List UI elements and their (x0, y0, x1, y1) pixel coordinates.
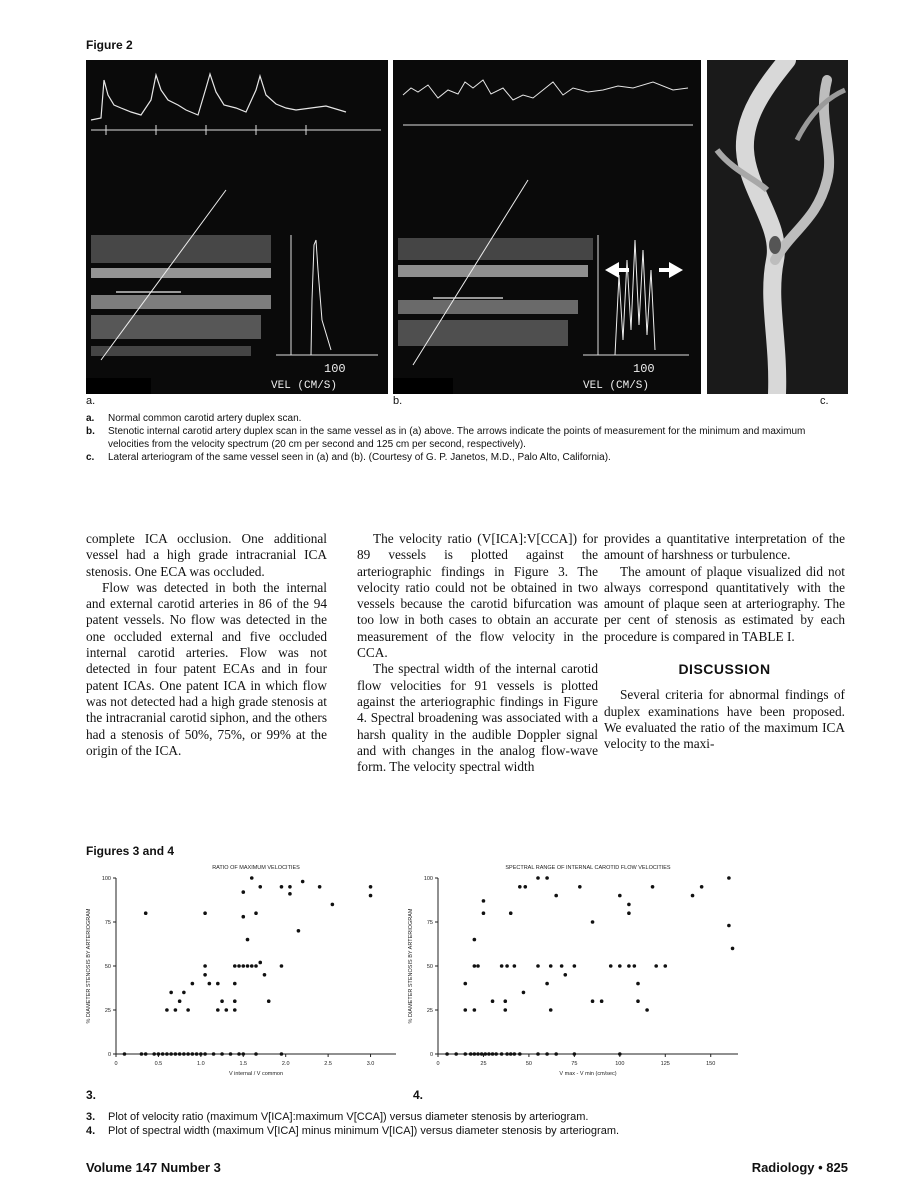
paragraph: The velocity ratio (V[ICA]:V[CCA]) for 89 vessels is plotted against the arteriographic findings in Figure 3. The velocity ratio could not be obtained in two vessels because the carotid bifurcation was too low in both cases to obtain an accurate measurement of the flow velocity in the CCA. (357, 531, 598, 661)
data-point (225, 1008, 229, 1012)
duplex-scan-panel-b (393, 60, 701, 394)
data-point (229, 1052, 233, 1056)
text-column-3 (604, 531, 845, 753)
data-point (522, 991, 526, 995)
scale-unit-a: VEL (CM/S) (271, 380, 338, 392)
data-point (445, 1052, 449, 1056)
data-point (591, 920, 595, 924)
figure2-captions (86, 412, 848, 464)
data-point (476, 964, 480, 968)
data-point (254, 1052, 258, 1056)
data-point (301, 880, 305, 884)
data-point (288, 892, 292, 896)
caption-key: 4. (86, 1125, 96, 1137)
data-point (549, 1008, 553, 1012)
data-point (545, 876, 549, 880)
data-point (331, 903, 335, 907)
arteriogram-panel-c (707, 60, 848, 394)
data-point (609, 964, 613, 968)
arteriogram-image (707, 60, 848, 394)
data-point (473, 938, 477, 942)
y-tick-label: 100 (101, 876, 111, 882)
data-point (463, 1052, 467, 1056)
data-point (480, 1052, 484, 1056)
data-point (536, 964, 540, 968)
data-point (518, 885, 522, 889)
figure-label: Figure 2 (86, 38, 133, 52)
data-point (237, 964, 241, 968)
velocity-ratio-scatter-chart (76, 860, 406, 1088)
data-point (199, 1052, 203, 1056)
duplex-scan-image-b (393, 60, 701, 394)
panel-tag-b: b. (393, 395, 403, 407)
x-axis-label: V internal / V common (228, 1071, 284, 1077)
data-point (627, 903, 631, 907)
data-point (554, 1052, 558, 1056)
data-point (473, 964, 477, 968)
spectral-width-scatter-chart (398, 860, 758, 1088)
data-point (169, 1052, 173, 1056)
caption-key: a. (86, 413, 95, 424)
data-point (509, 1052, 513, 1056)
caption-text: Plot of spectral width (maximum V[ICA] minus minimum V[ICA]) versus diameter stenosis by arteriogram. (108, 1125, 620, 1137)
data-point (123, 1052, 127, 1056)
data-point (258, 885, 262, 889)
y-tick-label: 25 (104, 1008, 111, 1014)
data-point (618, 1052, 622, 1056)
data-point (203, 1052, 207, 1056)
data-point (254, 911, 258, 915)
data-point (233, 964, 237, 968)
data-point (513, 964, 517, 968)
paragraph: provides a quantitative interpretation of the amount of harshness or turbulence. (604, 531, 845, 563)
data-point (220, 999, 224, 1003)
data-point (600, 999, 604, 1003)
caption-text: Normal common carotid artery duplex scan. (108, 413, 302, 424)
x-tick-label: 0 (436, 1061, 440, 1067)
data-point (250, 876, 254, 880)
footer-journal-page: Radiology • 825 (751, 1160, 848, 1175)
y-tick-label: 0 (429, 1052, 433, 1058)
data-point (691, 894, 695, 898)
caption-key: 3. (86, 1111, 96, 1123)
data-point (476, 1052, 480, 1056)
data-point (463, 982, 467, 986)
x-tick-label: 0 (114, 1061, 118, 1067)
x-tick-label: 2.5 (324, 1061, 332, 1067)
chart-title: SPECTRAL RANGE OF INTERNAL CAROTID FLOW VELOCITIES (505, 865, 671, 871)
figure-4-number: 4. (413, 1088, 424, 1102)
y-tick-label: 50 (426, 964, 433, 970)
data-point (280, 964, 284, 968)
data-point (246, 964, 250, 968)
paragraph: The amount of plaque visualized did not always correspond quantitatively with the amount of plaque seen at arteriography. The per cent of stenosis as estimated by each procedure is compared in TABLE I. (604, 563, 845, 644)
data-point (250, 964, 254, 968)
x-tick-label: 0.5 (154, 1061, 163, 1067)
data-point (318, 885, 322, 889)
data-point (545, 982, 549, 986)
y-tick-label: 50 (104, 964, 111, 970)
y-tick-label: 0 (107, 1052, 111, 1058)
data-point (233, 982, 237, 986)
x-tick-label: 3.0 (366, 1061, 375, 1067)
data-point (186, 1052, 190, 1056)
y-tick-label: 25 (426, 1008, 433, 1014)
data-point (169, 991, 173, 995)
data-point (241, 890, 245, 894)
data-point (505, 964, 509, 968)
data-point (491, 999, 495, 1003)
data-point (174, 1052, 178, 1056)
data-point (280, 1052, 284, 1056)
data-point (469, 1052, 473, 1056)
data-point (233, 999, 237, 1003)
data-point (591, 999, 595, 1003)
paragraph: Flow was detected in both the internal and external carotid arteries in 86 of the 94 patent vessels. No flow was detected in the one occluded external and five occluded internal carotid arteries. Flow was not detected in four patent ECAs and in four patent ICAs. One patent ICA in which flow was not detected had a high grade stenosis at the intracranial carotid siphon, and the others had a stenosis of 50%, 75%, or 99% at the origin of the ICA. (86, 579, 327, 758)
data-point (254, 964, 258, 968)
text-column-1 (86, 531, 327, 759)
data-point (473, 1008, 477, 1012)
figure-3-number: 3. (86, 1088, 97, 1102)
data-point (633, 964, 637, 968)
y-tick-label: 75 (104, 920, 111, 926)
caption-c (86, 451, 848, 464)
data-point (182, 991, 186, 995)
data-point (161, 1052, 165, 1056)
y-axis-label: % DIAMETER STENOSIS BY ARTERIOGRAM (86, 908, 92, 1024)
data-point (203, 973, 207, 977)
data-point (549, 964, 553, 968)
data-point (727, 876, 731, 880)
data-point (491, 1052, 495, 1056)
data-point (267, 999, 271, 1003)
x-tick-label: 75 (571, 1061, 578, 1067)
paragraph: The spectral width of the internal carotid flow velocities for 91 vessels is plotted against the arteriographic findings in Figure 4. Spectral broadening was associated with a harsh quality in the audible Doppler signal and with changes in the analog flow-wave form. The velocity spectral width (357, 661, 598, 775)
data-point (545, 1052, 549, 1056)
data-point (494, 1052, 498, 1056)
data-point (203, 911, 207, 915)
caption-text: Stenotic internal carotid artery duplex scan in the same vessel as in (a) above. The arrows indicate the points of measurement for the minimum and maximum velocities from the velocity spectrum (20 cm per second and 125 cm per second, respectively). (108, 426, 806, 450)
figures-3-4-captions (86, 1110, 848, 1138)
data-point (369, 885, 373, 889)
scale-value-b: 100 (633, 362, 655, 376)
data-point (191, 982, 195, 986)
data-point (195, 1052, 199, 1056)
data-point (513, 1052, 517, 1056)
x-tick-label: 125 (660, 1061, 670, 1067)
data-point (463, 1008, 467, 1012)
data-point (140, 1052, 144, 1056)
data-point (578, 885, 582, 889)
x-tick-label: 25 (480, 1061, 487, 1067)
data-point (518, 1052, 522, 1056)
footer-volume: Volume 147 Number 3 (86, 1160, 221, 1175)
data-point (454, 1052, 458, 1056)
data-point (509, 911, 513, 915)
data-point (573, 964, 577, 968)
data-point (645, 1008, 649, 1012)
data-point (700, 885, 704, 889)
data-point (203, 964, 207, 968)
scale-unit-b: VEL (CM/S) (583, 380, 650, 392)
data-point (618, 964, 622, 968)
data-point (663, 964, 667, 968)
x-tick-label: 2.0 (281, 1061, 290, 1067)
data-point (654, 964, 658, 968)
data-point (241, 1052, 245, 1056)
panel-tag-c: c. (820, 395, 829, 407)
caption-4 (86, 1124, 848, 1138)
data-point (237, 1052, 241, 1056)
caption-text: Lateral arteriogram of the same vessel seen in (a) and (b). (Courtesy of G. P. Janetos, M.D., Palo Alto, California). (108, 452, 611, 463)
x-tick-label: 100 (615, 1061, 625, 1067)
data-point (280, 885, 284, 889)
data-point (503, 1008, 507, 1012)
chart-title: RATIO OF MAXIMUM VELOCITIES (212, 865, 300, 871)
duplex-scan-image-a (86, 60, 388, 394)
text-column-2 (357, 531, 598, 775)
data-point (157, 1052, 161, 1056)
data-point (288, 885, 292, 889)
data-point (174, 1008, 178, 1012)
data-point (482, 899, 486, 903)
data-point (627, 964, 631, 968)
x-axis-label: V max - V min (cm/sec) (559, 1071, 617, 1077)
data-point (241, 964, 245, 968)
data-point (536, 876, 540, 880)
data-point (560, 964, 564, 968)
caption-b (86, 425, 848, 451)
x-tick-label: 1.0 (197, 1061, 205, 1067)
data-point (727, 924, 731, 928)
data-point (473, 1052, 477, 1056)
data-point (233, 1008, 237, 1012)
data-point (636, 999, 640, 1003)
data-point (523, 885, 527, 889)
data-point (165, 1052, 169, 1056)
data-point (636, 982, 640, 986)
data-point (487, 1052, 491, 1056)
data-point (165, 1008, 169, 1012)
x-tick-label: 1.5 (239, 1061, 248, 1067)
y-axis-label: % DIAMETER STENOSIS BY ARTERIOGRAM (408, 908, 414, 1024)
x-tick-label: 150 (706, 1061, 716, 1067)
data-point (152, 1052, 156, 1056)
data-point (297, 929, 301, 933)
data-point (482, 911, 486, 915)
data-point (563, 973, 567, 977)
data-point (216, 1008, 220, 1012)
y-tick-label: 75 (426, 920, 433, 926)
duplex-scan-panel-a (86, 60, 388, 394)
data-point (627, 911, 631, 915)
caption-key: b. (86, 426, 95, 437)
data-point (186, 1008, 190, 1012)
data-point (651, 885, 655, 889)
caption-text: Plot of velocity ratio (maximum V[ICA]:maximum V[CCA]) versus diameter stenosis by arteriogram. (108, 1111, 589, 1123)
paragraph: Several criteria for abnormal findings of duplex examinations have been proposed. We evaluated the ratio of the maximum ICA velocity to the maxi- (604, 687, 845, 752)
y-tick-label: 100 (423, 876, 433, 882)
data-point (258, 961, 262, 965)
data-point (503, 999, 507, 1003)
panel-tag-a: a. (86, 395, 96, 407)
discussion-heading: DISCUSSION (678, 661, 771, 678)
data-point (216, 982, 220, 986)
data-point (178, 1052, 182, 1056)
data-point (191, 1052, 195, 1056)
data-point (220, 1052, 224, 1056)
x-tick-label: 50 (525, 1061, 532, 1067)
scale-value-a: 100 (324, 362, 346, 376)
data-point (241, 915, 245, 919)
data-point (208, 982, 212, 986)
data-point (182, 1052, 186, 1056)
data-point (731, 947, 735, 951)
data-point (369, 894, 373, 898)
data-point (618, 894, 622, 898)
figures-3-4-label: Figures 3 and 4 (86, 844, 175, 858)
data-point (144, 1052, 148, 1056)
data-point (505, 1052, 509, 1056)
data-point (246, 938, 250, 942)
caption-3 (86, 1110, 848, 1124)
data-point (212, 1052, 216, 1056)
data-point (144, 911, 148, 915)
data-point (500, 964, 504, 968)
paragraph: complete ICA occlusion. One additional vessel had a high grade intracranial ICA stenosis. One ECA was occluded. (86, 531, 327, 579)
data-point (536, 1052, 540, 1056)
caption-a (86, 412, 848, 425)
data-point (178, 999, 182, 1003)
data-point (483, 1052, 487, 1056)
data-point (500, 1052, 504, 1056)
data-point (573, 1052, 577, 1056)
caption-key: c. (86, 452, 95, 463)
data-point (554, 894, 558, 898)
data-point (263, 973, 267, 977)
